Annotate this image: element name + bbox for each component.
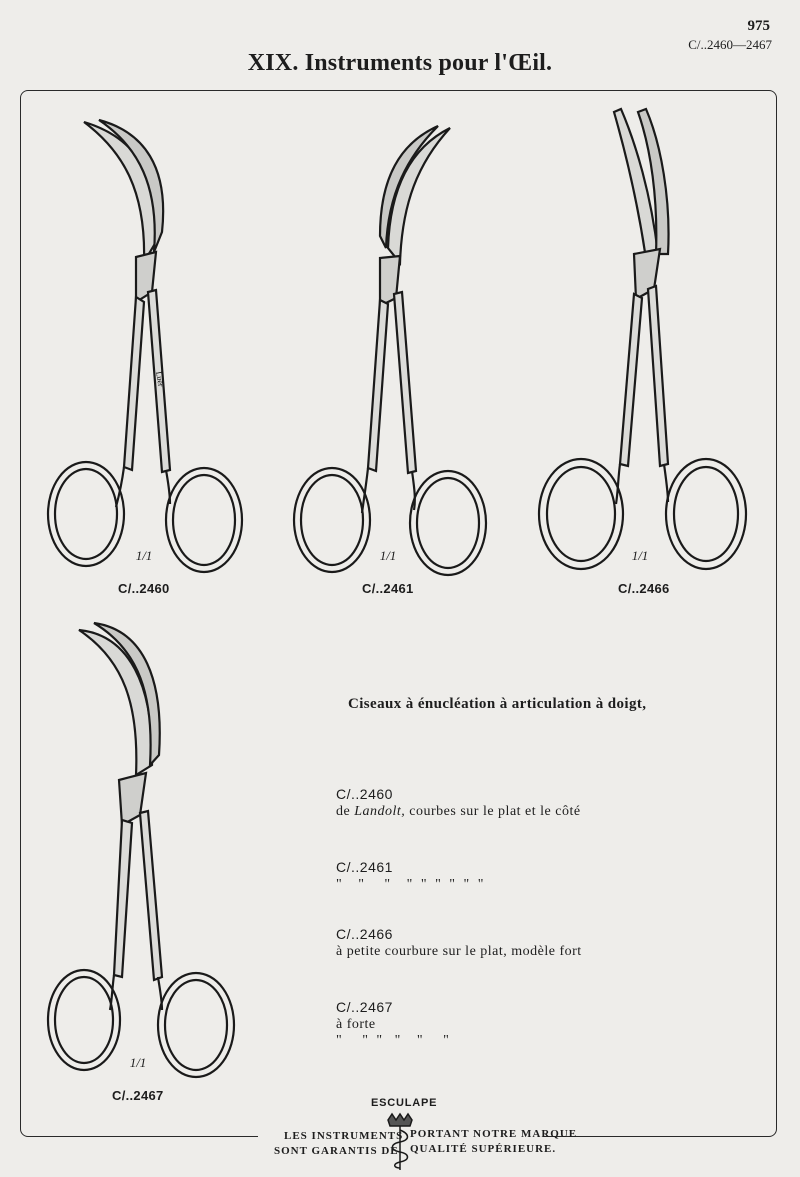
scissors-2466-illustration	[536, 104, 751, 579]
description-heading: Ciseaux à énucléation à articulation à doigt,	[348, 696, 647, 712]
maker-engraving: Luër	[154, 370, 166, 388]
row-code: C/..2467	[336, 999, 393, 1015]
row-text: à forte	[336, 1017, 376, 1032]
row-text-after: courbes sur le plat et le côté	[405, 804, 581, 819]
caption-2461: C/..2461	[362, 581, 414, 596]
scale-2467: 1/1	[129, 1055, 147, 1070]
row-code: C/..2461	[336, 859, 393, 875]
caption-2466: C/..2466	[618, 581, 670, 596]
row-text: à petite courbure sur le plat, modèle fort	[336, 944, 582, 959]
row-code: C/..2466	[336, 926, 393, 942]
scissors-2460-illustration	[44, 112, 249, 582]
row-text-before: de	[336, 804, 355, 819]
footer-left-line2: SONT GARANTIS DE	[274, 1145, 399, 1157]
scale-2460: 1/1	[135, 548, 153, 563]
description-row-2467	[328, 983, 449, 1049]
scissors-2467-illustration	[44, 615, 244, 1090]
footer-right-line1: PORTANT NOTRE MARQUE	[410, 1128, 578, 1140]
description-row-2461	[328, 843, 484, 893]
row-code: C/..2460	[336, 786, 393, 802]
footer-brand: ESCULAPE	[371, 1097, 438, 1109]
description-row-2466	[328, 910, 582, 960]
page-reference: C/..2460—2467	[688, 37, 772, 52]
row-ditto: " " " " " "	[336, 1033, 450, 1048]
scale-2461: 1/1	[379, 548, 397, 563]
page-number: 975	[747, 18, 770, 34]
section-title: XIX. Instruments pour l'Œil.	[247, 50, 553, 76]
caption-2467: C/..2467	[112, 1088, 164, 1103]
footer-right-line2: QUALITÉ SUPÉRIEURE.	[410, 1143, 557, 1155]
footer-left-line1: LES INSTRUMENTS	[284, 1130, 404, 1142]
description-row-2460	[328, 770, 581, 820]
row-author: Landolt,	[354, 804, 406, 819]
scissors-2461-illustration	[290, 118, 495, 583]
row-ditto: " " " " " " " " "	[336, 877, 484, 892]
caption-2460: C/..2460	[118, 581, 170, 596]
scale-2466: 1/1	[631, 548, 649, 563]
